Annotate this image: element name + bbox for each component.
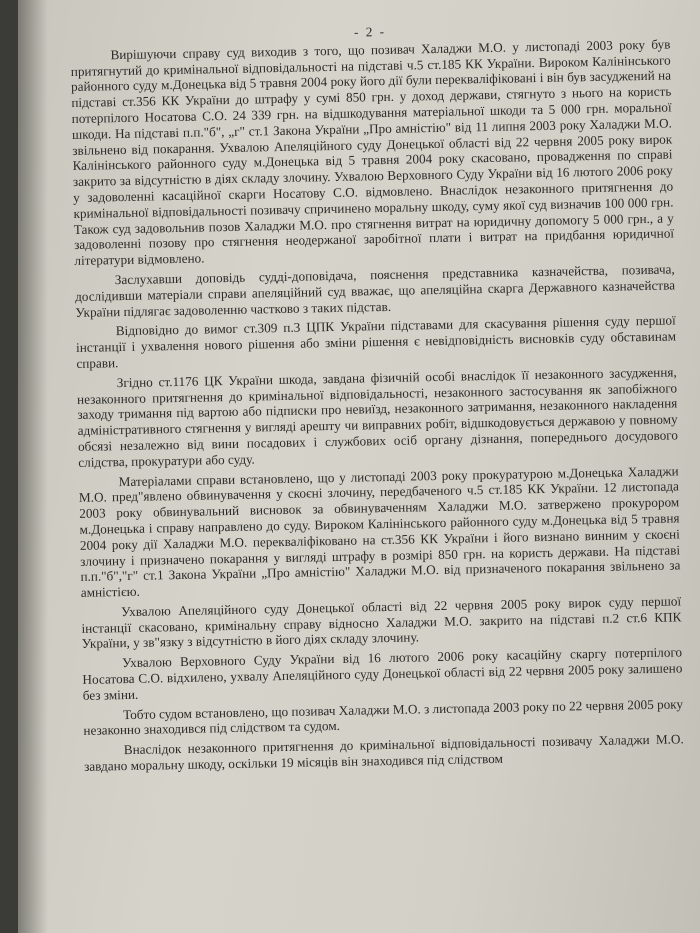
paragraph: Вирішуючи справу суд виходив з того, що позивач Халаджи М.О. у листопаді 2003 року був притягнутий до кримінальної відповідальності на підставі ч.5 ст.185 КК України. Вироком Калінінського районного суду м.Донецька від 5 травня 2004 року його дії були перекваліфіковані і він був засуджений на підставі ст.356 КК України до штрафу у сумі 850 грн. у доход держави, стягнуто з нього на користь потерпілого Носатова С.О. 24 339 грн. на відшкодування матеріальної шкоди та 5 000 грн. моральної шкоди. На підставі п.п."б", „г" ст.1 Закона України „Про амністію" від 11 липня 2003 року Халаджи М.О. звільнено від покарання. Ухвалою Апеляційного суду Донецької області від 22 червня 2005 року вирок Калінінського районного суду м.Донецька від 5 травня 2004 року скасовано, провадження по справі закрито за відсутністю в діях складу злочину. Ухвалою Верховного Суду України від 16 лютого 2006 року у задоволенні касаційної скарги Носатову С.О. відмовлено. Внаслідок незаконного притягнення до кримінальної відповідальності позивачу спричинено моральну шкоду, суму якої суд визначив 100 000 грн. Також суд задовольнив позов Халаджи М.О. про стягнення витрат на юридичну допомогу 5 000 грн., а у задоволенні позову про стягнення неодержаної заробітної плати і витрат на придбання юридичної літератури відмовлено. (70, 36, 675, 269)
page-shadow (18, 0, 48, 933)
paragraph: Тобто судом встановлено, що позивач Халаджи М.О. з листопада 2003 року по 22 червня 2005 року незаконно знаходився під слідством та судом. (83, 696, 684, 739)
page-number: - 2 - (353, 23, 387, 40)
paragraph: Заслухавши доповідь судді-доповідача, пояснення представника казначейства, позивача, дослідивши матеріали справи апеляційний суд вважає, що апеляційна скарга Державного казначейства України підлягає задоволенню частково з таких підстав. (74, 261, 676, 320)
paragraph: Ухвалою Апеляційного суду Донецької області від 22 червня 2005 року вирок суду першої інстанції скасовано, кримінальну справу відносно Халаджи М.О. закрито на підставі п.2 ст.6 КПК України, у зв"язку з відсутністю в його діях складу злочину. (81, 593, 682, 652)
document-page (18, 0, 700, 933)
paragraph: Внаслідок незаконного притягнення до кримінальної відповідальності позивачу Халаджи М.О. завдано моральну шкоду, оскільки 19 місяців він знаходився під слідством (83, 731, 684, 774)
paragraph: Згідно ст.1176 ЦК України шкода, завдана фізичній особі внаслідок її незаконного засудження, незаконного притягнення до кримінальної відповідальності, незаконного застосування як запобіжного заходу тримання під вартою або підписки про невиїзд, незаконного затримання, незаконного накладення адміністративного стягнення у вигляді арешту чи виправних робіт, відшкодовується державою у повному обсязі незалежно від вини посадових і службових осіб органу дізнання, попереднього досудового слідства, прокуратури або суду. (76, 364, 679, 470)
paragraph: Матеріалами справи встановлено, що у листопаді 2003 року прокуратурою м.Донецька Халаджи М.О. пред"явлено обвинувачення у скоєні злочину, передбаченого ч.5 ст.185 КК України. 12 листопада 2003 року обвинувальний висновок за обвинуваченням Халаджи М.О. затвержено прокурором м.Донецька і справу направлено до суду. Вироком Калінінського районного суду м.Донецька від 5 травня 2004 року дії Халаджи М.О. перекваліфіковано на ст.356 КК України і його визнано винним у скоєні злочину і призначено покарання у вигляді штрафу в розмірі 850 грн. на користь держави. На підставі п.п."б","г" ст.1 Закона України „Про амністію" Халаджи М.О. від призначеного покарання звільнено за амністією. (78, 462, 681, 600)
paragraph: Ухвалою Верховного Суду України від 16 лютого 2006 року касаційну скаргу потерпілого Носатова С.О. відхилено, ухвалу Апеляційного суду Донецької області від 22 червня 2005 року залишено без зміни. (82, 644, 683, 703)
paragraph: Відповідно до вимог ст.309 п.3 ЦПК України підставами для скасування рішення суду першої інстанції і ухвалення нового рішення або зміни рішення є невідповідність висновків суду обставинам справи. (75, 312, 677, 371)
document-text (70, 18, 684, 778)
